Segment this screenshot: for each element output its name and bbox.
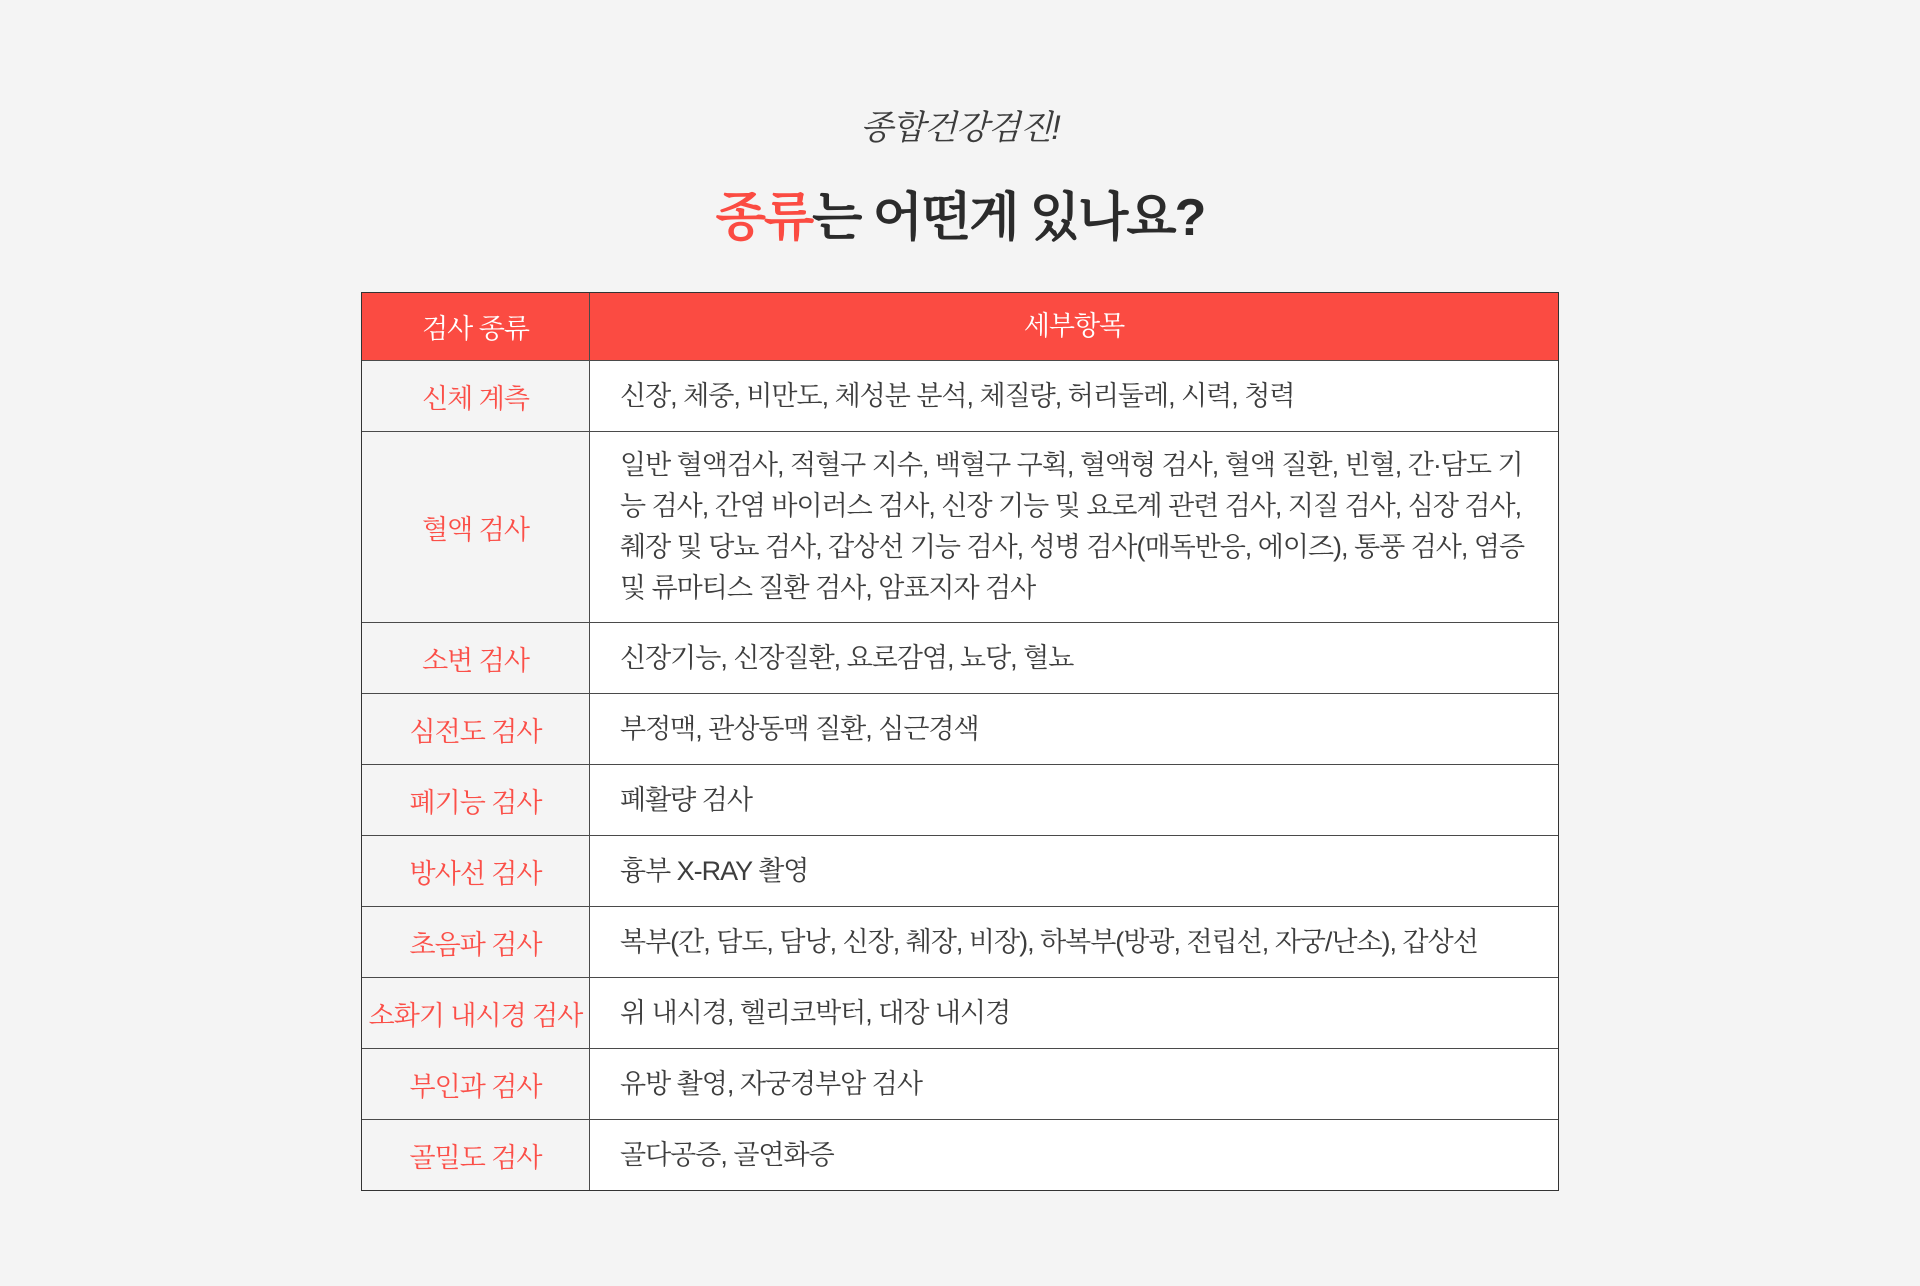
exam-type-label: 방사선 검사 <box>362 836 590 906</box>
exam-details: 일반 혈액검사, 적혈구 지수, 백혈구 구획, 혈액형 검사, 혈액 질환, 빈혈, 간·담도 기능 검사, 간염 바이러스 검사, 신장 기능 및 요로계 관련 검사, 지질 검사, 심장 검사, 췌장 및 당뇨 검사, 갑상선 기능 검사, 성병 검사(매독반응, 에이즈), 통풍 검사, 염증 및 류마티스 질환 검사, 암표지자 검사 <box>590 432 1558 622</box>
table-row <box>362 622 1558 693</box>
exam-type-label: 부인과 검사 <box>362 1049 590 1119</box>
exam-details: 신장, 체중, 비만도, 체성분 분석, 체질량, 허리둘레, 시력, 청력 <box>590 361 1558 431</box>
table-row <box>362 360 1558 431</box>
table-row <box>362 977 1558 1048</box>
header-exam-type: 검사 종류 <box>362 293 590 360</box>
exam-details: 유방 촬영, 자궁경부암 검사 <box>590 1049 1558 1119</box>
table-row <box>362 764 1558 835</box>
exam-type-label: 소변 검사 <box>362 623 590 693</box>
exam-details: 부정맥, 관상동맥 질환, 심근경색 <box>590 694 1558 764</box>
page-title <box>361 175 1559 250</box>
exam-type-label: 심전도 검사 <box>362 694 590 764</box>
exam-details: 위 내시경, 헬리코박터, 대장 내시경 <box>590 978 1558 1048</box>
exam-type-label: 소화기 내시경 검사 <box>362 978 590 1048</box>
page-subtitle: 종합건강검진! <box>860 109 1060 147</box>
exam-details: 폐활량 검사 <box>590 765 1558 835</box>
table-row <box>362 1048 1558 1119</box>
header-details: 세부항목 <box>1023 311 1125 341</box>
exam-type-label: 혈액 검사 <box>362 432 590 622</box>
table-row <box>362 835 1558 906</box>
exam-type-label: 골밀도 검사 <box>362 1120 590 1190</box>
table-row <box>362 906 1558 977</box>
exam-type-label: 폐기능 검사 <box>362 765 590 835</box>
table-row <box>362 1119 1558 1190</box>
table-row <box>362 693 1558 764</box>
page-title-rest: 는 어떤게 있나요? <box>812 189 1205 247</box>
table-row <box>362 431 1558 622</box>
exam-details: 복부(간, 담도, 담낭, 신장, 췌장, 비장), 하복부(방광, 전립선, 자궁/난소), 갑상선 <box>590 907 1558 977</box>
page-title-highlight: 종류 <box>715 189 813 247</box>
exam-type-label: 신체 계측 <box>362 361 590 431</box>
exam-details: 골다공증, 골연화증 <box>590 1120 1558 1190</box>
exam-details: 신장기능, 신장질환, 요로감염, 뇨당, 혈뇨 <box>590 623 1558 693</box>
exam-type-table <box>361 292 1559 1191</box>
table-header-row <box>362 293 1558 360</box>
exam-details: 흉부 X-RAY 촬영 <box>590 836 1558 906</box>
heading-block <box>361 0 1559 250</box>
exam-type-label: 초음파 검사 <box>362 907 590 977</box>
